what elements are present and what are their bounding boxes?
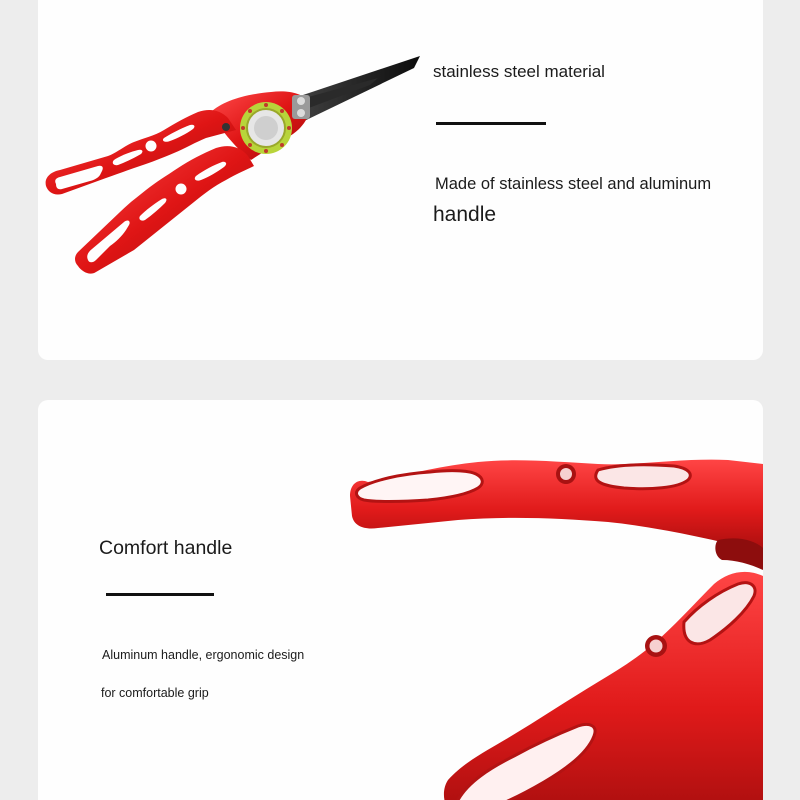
feature-description-line1: Aluminum handle, ergonomic design [102, 648, 305, 662]
title-divider [106, 593, 214, 596]
stainless-steel-feature-card [38, 0, 763, 360]
title-divider [436, 122, 546, 125]
feature-description-line2: for comfortable grip [101, 686, 209, 700]
feature-title: stainless steel material [433, 62, 605, 81]
handle-closeup-image [38, 400, 763, 800]
comfort-handle-feature-card [38, 400, 763, 800]
feature-title: Comfort handle [99, 537, 233, 559]
feature-description-line1: Made of stainless steel and aluminum [435, 175, 712, 193]
feature-description-line2: handle [433, 203, 497, 226]
